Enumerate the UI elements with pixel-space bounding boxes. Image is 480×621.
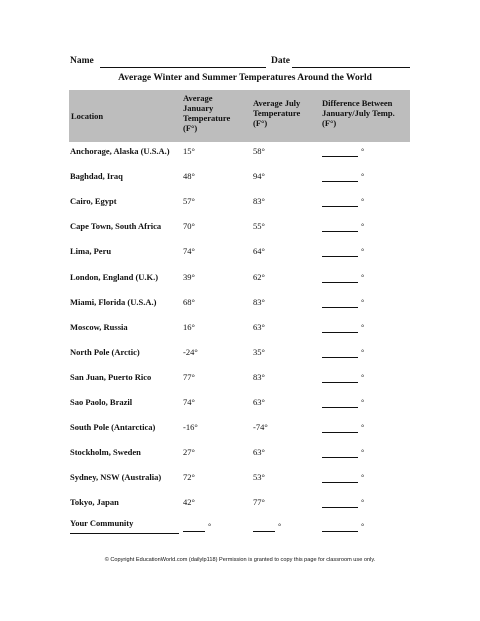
january-cell: 27° <box>183 447 195 458</box>
difference-answer-field[interactable]: ° <box>322 472 361 485</box>
name-label: Name <box>70 56 94 66</box>
january-cell: 42° <box>183 497 195 508</box>
january-cell: 48° <box>183 171 195 182</box>
july-cell: 63° <box>253 447 265 458</box>
your-community-label: Your Community <box>70 518 134 528</box>
location-cell: Stockholm, Sweden <box>70 447 141 458</box>
table-row <box>69 422 410 438</box>
difference-answer-field[interactable]: ° <box>322 347 361 360</box>
difference-answer-field[interactable]: ° <box>322 297 361 310</box>
july-cell: 94° <box>253 171 265 182</box>
january-cell: 57° <box>183 196 195 207</box>
july-cell: 53° <box>253 472 265 483</box>
difference-answer-field[interactable]: ° <box>322 447 361 460</box>
july-cell: 63° <box>253 321 265 332</box>
table-row <box>69 146 410 162</box>
january-cell: 68° <box>183 296 195 307</box>
header-difference: Difference Between January/July Temp. (F°) <box>322 98 395 128</box>
january-cell: 77° <box>183 371 195 382</box>
location-cell: Anchorage, Alaska (U.S.A.) <box>70 146 170 156</box>
january-cell: 39° <box>183 271 195 282</box>
july-cell: 58° <box>253 146 265 156</box>
difference-answer-field[interactable]: ° <box>322 397 361 410</box>
difference-answer-field[interactable]: ° <box>322 196 361 209</box>
location-cell: Moscow, Russia <box>70 321 128 332</box>
table-row <box>69 171 410 187</box>
table-row <box>69 372 410 388</box>
table-row <box>69 347 410 363</box>
difference-answer-field[interactable]: ° <box>322 221 361 234</box>
january-cell: 72° <box>183 472 195 483</box>
january-cell: -24° <box>183 346 198 357</box>
name-field[interactable] <box>100 67 266 68</box>
name-date-line <box>70 56 410 70</box>
january-cell: 74° <box>183 246 195 257</box>
your-january-field[interactable]: ° <box>183 521 208 534</box>
table-row <box>69 497 410 513</box>
worksheet-title: Average Winter and Summer Temperatures Around the World <box>118 73 372 83</box>
july-cell: 62° <box>253 271 265 282</box>
july-cell: 83° <box>253 371 265 382</box>
table-row <box>69 322 410 338</box>
january-cell: 74° <box>183 397 195 407</box>
location-cell: Sao Paolo, Brazil <box>70 397 133 407</box>
location-cell: South Pole (Antarctica) <box>70 422 156 433</box>
table-row <box>69 246 410 262</box>
copyright-footer: © Copyright EducationWorld.com (dailylp118) Permission is granted to copy this page for classroom use only. <box>104 557 376 563</box>
difference-answer-field[interactable]: ° <box>322 422 361 435</box>
your-july-field[interactable]: ° <box>253 521 278 534</box>
location-cell: Cape Town, South Africa <box>70 221 162 232</box>
table-row <box>69 272 410 288</box>
table-row <box>69 447 410 463</box>
difference-answer-field[interactable]: ° <box>322 272 361 285</box>
july-cell: 63° <box>253 397 265 407</box>
location-cell: North Pole (Arctic) <box>70 346 140 357</box>
january-cell: 16° <box>183 321 195 332</box>
your-community-row <box>69 518 410 537</box>
table-header <box>69 90 410 142</box>
table-row <box>69 472 410 488</box>
header-january: Average January Temperature (F°) <box>183 93 231 133</box>
header-location: Location <box>71 111 104 121</box>
location-cell: Baghdad, Iraq <box>70 171 123 182</box>
your-community-field[interactable] <box>70 533 179 534</box>
table-row <box>69 297 410 313</box>
january-cell: 15° <box>183 146 195 156</box>
location-cell: Tokyo, Japan <box>70 497 119 508</box>
difference-answer-field[interactable]: ° <box>322 497 361 510</box>
date-field[interactable] <box>292 67 410 68</box>
july-cell: 77° <box>253 497 265 508</box>
header-july: Average July Temperature (F°) <box>253 98 301 128</box>
difference-answer-field[interactable]: ° <box>322 372 361 385</box>
july-cell: -74° <box>253 422 268 433</box>
location-cell: Sydney, NSW (Australia) <box>70 472 162 483</box>
july-cell: 55° <box>253 221 265 232</box>
location-cell: San Juan, Puerto Rico <box>70 371 152 382</box>
january-cell: 70° <box>183 221 195 232</box>
july-cell: 83° <box>253 296 265 307</box>
july-cell: 64° <box>253 246 265 257</box>
date-label: Date <box>271 56 290 66</box>
january-cell: -16° <box>183 422 198 433</box>
difference-answer-field[interactable]: ° <box>322 246 361 259</box>
july-cell: 35° <box>253 346 265 357</box>
july-cell: 83° <box>253 196 265 207</box>
difference-answer-field[interactable]: ° <box>322 146 361 159</box>
location-cell: Miami, Florida (U.S.A.) <box>70 296 157 307</box>
your-difference-field[interactable]: ° <box>322 521 361 534</box>
table-row <box>69 397 410 413</box>
table-row <box>69 221 410 237</box>
difference-answer-field[interactable]: ° <box>322 171 361 184</box>
difference-answer-field[interactable]: ° <box>322 322 361 335</box>
location-cell: Lima, Peru <box>70 246 112 257</box>
location-cell: Cairo, Egypt <box>70 196 117 207</box>
location-cell: London, England (U.K.) <box>70 271 159 282</box>
table-row <box>69 196 410 212</box>
